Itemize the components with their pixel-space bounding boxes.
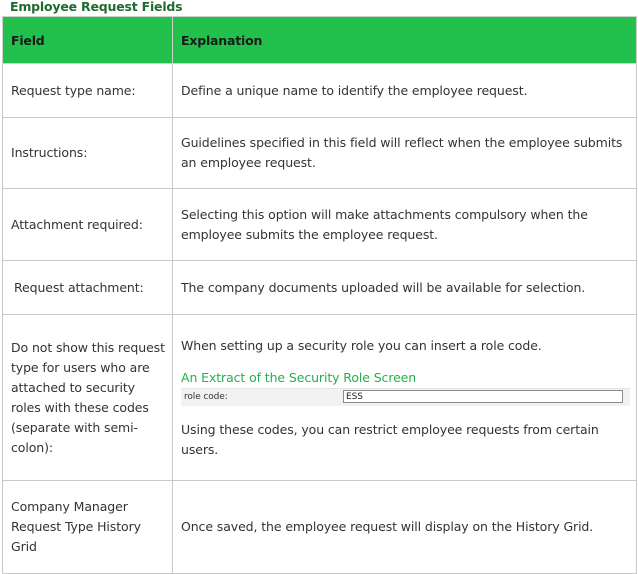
explanation-cell: Guidelines specified in this field will reflect when the employee submits an employee request. [173,118,637,189]
explanation-cell: Once saved, the employee request will display on the History Grid. [173,481,637,574]
explanation-cell: Define a unique name to identify the employee request. [173,64,637,118]
table-row [3,64,637,118]
explanation-text: When setting up a security role you can insert a role code. [181,337,542,353]
explanation-text-after: Using these codes, you can restrict employee requests from certain users. [181,421,599,457]
table-header-row [3,17,637,64]
header-field: Field [3,17,173,64]
role-code-field: ESS [343,390,623,403]
table-row [3,261,637,315]
field-cell: Do not show this request type for users who are attached to security roles with these codes (separate with semi-colon): [3,315,173,481]
extract-title: An Extract of the Security Role Screen [181,369,417,385]
table-row [3,315,637,481]
field-cell: Company Manager Request Type History Grid [3,481,173,574]
header-explanation: Explanation [173,17,637,64]
role-code-label: role code: [184,391,228,402]
explanation-cell: The company documents uploaded will be available for selection. [173,261,637,315]
role-code-extract [181,388,630,406]
table-row [3,481,637,574]
field-cell: Instructions: [3,118,173,189]
explanation-cell [173,315,637,481]
table-row [3,189,637,261]
explanation-cell: Selecting this option will make attachments compulsory when the employee submits the employee request. [173,189,637,261]
field-cell: Request attachment: [3,261,173,315]
field-cell: Attachment required: [3,189,173,261]
page-title: Employee Request Fields [10,0,183,14]
field-cell: Request type name: [3,64,173,118]
table-row [3,118,637,189]
fields-table [2,16,637,574]
